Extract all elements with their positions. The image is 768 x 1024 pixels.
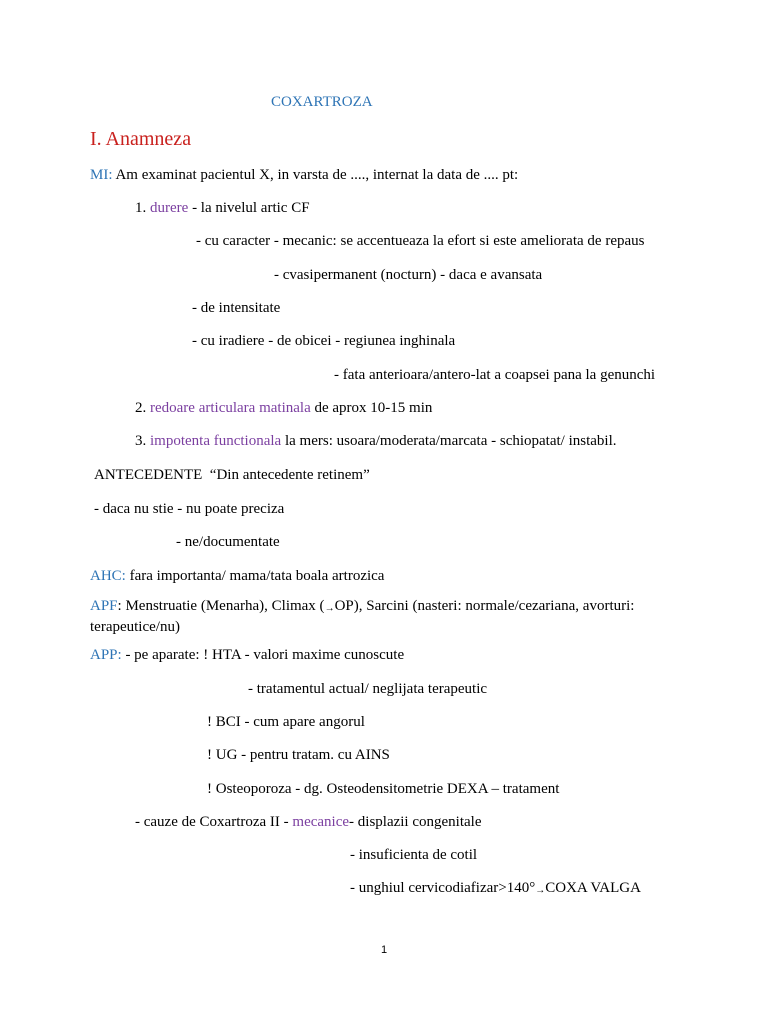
app-detail: ! UG - pentru tratam. cu AINS (207, 747, 390, 763)
symptom-term: redoare articulara matinala (150, 400, 311, 416)
symptom-item (135, 400, 432, 417)
causes-detail-text: - unghiul cervicodiafizar>140° (350, 880, 536, 896)
app-detail: ! BCI - cum apare angorul (207, 714, 365, 730)
mi-line (90, 167, 518, 184)
symptom-number: 2. (135, 400, 147, 416)
app-line (90, 647, 404, 664)
pain-detail: - cu iradiere - de obicei - regiunea inghinala (192, 333, 456, 349)
symptom-number: 1. (135, 200, 147, 216)
causes-detail (350, 880, 641, 899)
symptom-number: 3. (135, 433, 147, 449)
causes-term: mecanice (292, 814, 350, 830)
apf-paragraph (90, 597, 688, 637)
ahc-text: fara importanta/ mama/tata boala artrozica (129, 568, 385, 584)
pain-detail: - de intensitate (192, 300, 281, 316)
app-label: APP: (90, 647, 122, 663)
symptom-text: - la nivelul artic CF (192, 200, 310, 216)
app-detail: - tratamentul actual/ neglijata terapeutic (248, 681, 488, 697)
symptom-item (135, 200, 310, 217)
ahc-label: AHC: (90, 568, 126, 584)
section-heading: I. Anamneza (90, 128, 192, 150)
pain-detail: - cvasipermanent (nocturn) - daca e avansata (274, 267, 543, 283)
app-detail: ! Osteoporoza - dg. Osteodensitometrie DEXA – tratament (207, 781, 560, 797)
symptom-term: durere (150, 200, 189, 216)
right-arrow-icon: → (535, 885, 546, 896)
causes-detail-result: COXA VALGA (545, 880, 641, 896)
symptom-text: la mers: usoara/moderata/marcata - schiopatat/ instabil. (284, 433, 617, 449)
mi-label: MI: (90, 167, 113, 183)
causes-line (135, 814, 481, 831)
causes-text-after: - displazii congenitale (349, 814, 482, 830)
document-title: COXARTROZA (271, 94, 373, 110)
mi-text: Am examinat pacientul X, in varsta de ...., internat la data de .... pt: (115, 167, 519, 183)
causes-detail (350, 847, 477, 864)
pain-detail: - fata anterioara/antero-lat a coapsei pana la genunchi (334, 367, 656, 383)
causes-detail-text: - insuficienta de cotil (350, 847, 478, 863)
causes-text: - cauze de Coxartroza II - (135, 814, 293, 830)
page-number: 1 (381, 944, 388, 956)
ahc-line (90, 568, 384, 585)
pain-detail: - cu caracter - mecanic: se accentueaza la efort si este ameliorata de repaus (196, 233, 645, 249)
symptom-item (135, 433, 617, 450)
symptom-text: de aprox 10-15 min (314, 400, 433, 416)
app-text: - pe aparate: ! HTA - valori maxime cunoscute (125, 647, 405, 663)
apf-text-before: : Menstruatie (Menarha), Climax ( (117, 598, 325, 614)
apf-text-after: OP), Sarcini (nasteri: normale/cezariana, avorturi: terapeutice/nu) (90, 598, 635, 635)
antecedents-note: - daca nu stie - nu poate preciza (94, 501, 285, 517)
antecedents-note: - ne/documentate (176, 534, 280, 550)
symptom-term: impotenta functionala (150, 433, 282, 449)
apf-label: APF (90, 598, 118, 614)
antecedents-heading: ANTECEDENTE “Din antecedente retinem” (94, 467, 370, 483)
right-arrow-icon: → (324, 603, 335, 614)
